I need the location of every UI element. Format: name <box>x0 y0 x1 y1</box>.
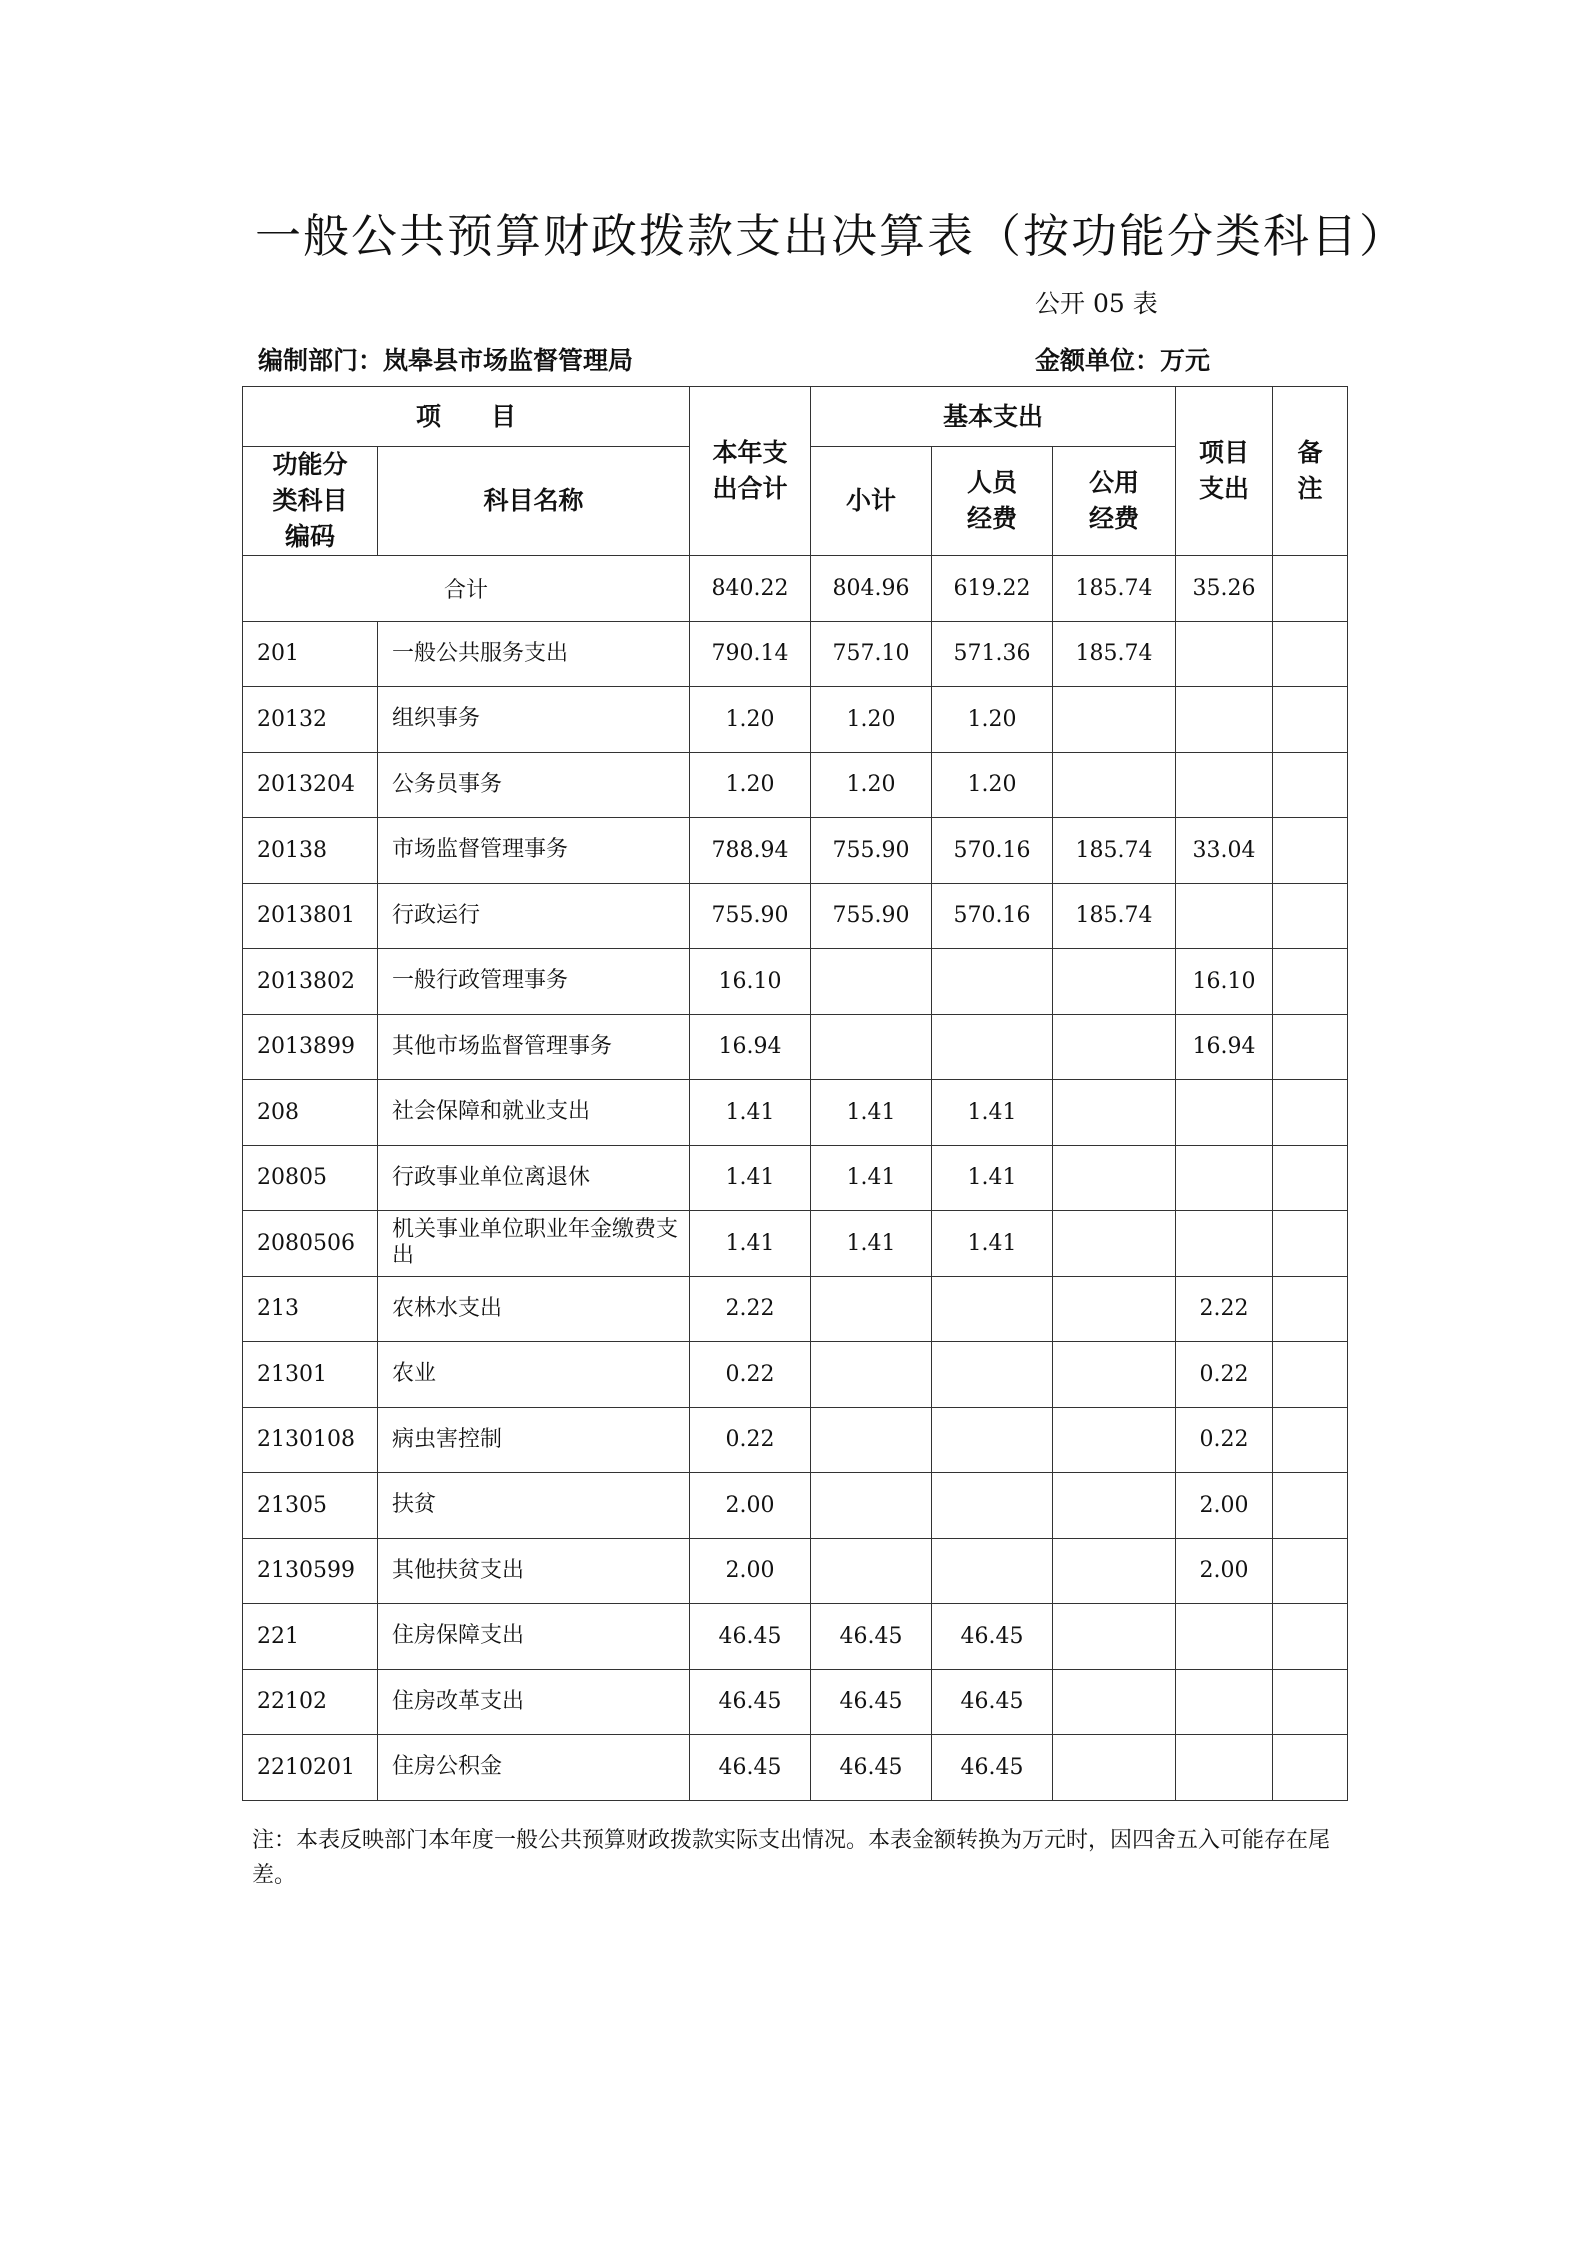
row-personnel: 571.36 <box>932 621 1053 687</box>
row-total: 0.22 <box>690 1407 811 1473</box>
row-subtotal <box>811 1342 932 1408</box>
row-total: 1.20 <box>690 752 811 818</box>
row-code: 213 <box>243 1276 378 1342</box>
row-name: 市场监督管理事务 <box>378 818 690 884</box>
table-row <box>243 1080 1348 1146</box>
row-project: 33.04 <box>1176 818 1273 884</box>
row-public <box>1053 1276 1176 1342</box>
table-row <box>243 1342 1348 1408</box>
row-public <box>1053 1342 1176 1408</box>
row-personnel: 1.41 <box>932 1145 1053 1211</box>
row-project <box>1176 1080 1273 1146</box>
header-personnel-text: 人员经费 <box>967 468 1018 533</box>
table-row <box>243 818 1348 884</box>
row-personnel <box>932 1407 1053 1473</box>
total-amount: 840.22 <box>690 556 811 622</box>
row-code: 2080506 <box>243 1211 378 1277</box>
row-project: 16.94 <box>1176 1014 1273 1080</box>
total-project: 35.26 <box>1176 556 1273 622</box>
row-subtotal <box>811 1276 932 1342</box>
row-remark <box>1273 1669 1348 1735</box>
header-basic: 基本支出 <box>811 387 1176 447</box>
row-name: 一般行政管理事务 <box>378 949 690 1015</box>
row-total: 1.41 <box>690 1145 811 1211</box>
row-name: 公务员事务 <box>378 752 690 818</box>
form-number: 公开 05 表 <box>1035 289 1158 318</box>
row-personnel: 46.45 <box>932 1735 1053 1801</box>
row-total: 1.41 <box>690 1211 811 1277</box>
row-name: 住房公积金 <box>378 1735 690 1801</box>
table-row <box>243 621 1348 687</box>
row-code: 21301 <box>243 1342 378 1408</box>
row-remark <box>1273 1080 1348 1146</box>
row-code: 2013204 <box>243 752 378 818</box>
row-personnel <box>932 1342 1053 1408</box>
header-total <box>690 387 811 556</box>
header-subtotal: 小计 <box>811 447 932 556</box>
row-total: 755.90 <box>690 883 811 949</box>
row-remark <box>1273 621 1348 687</box>
total-subtotal: 804.96 <box>811 556 932 622</box>
row-code: 201 <box>243 621 378 687</box>
row-subtotal: 1.41 <box>811 1080 932 1146</box>
row-remark <box>1273 1473 1348 1539</box>
footnote: 注：本表反映部门本年度一般公共预算财政拨款实际支出情况。本表金额转换为万元时，因四舍五入可能存在尾差。 <box>252 1827 1331 1887</box>
row-code: 20805 <box>243 1145 378 1211</box>
row-code: 2013801 <box>243 883 378 949</box>
row-code: 20138 <box>243 818 378 884</box>
row-public <box>1053 1473 1176 1539</box>
row-public <box>1053 1211 1176 1277</box>
row-code: 2130599 <box>243 1538 378 1604</box>
row-public <box>1053 1604 1176 1670</box>
total-remark <box>1273 556 1348 622</box>
table-row <box>243 883 1348 949</box>
row-subtotal: 755.90 <box>811 818 932 884</box>
row-personnel <box>932 1538 1053 1604</box>
row-project: 0.22 <box>1176 1342 1273 1408</box>
row-public <box>1053 1735 1176 1801</box>
row-name: 机关事业单位职业年金缴费支出 <box>378 1211 690 1277</box>
row-code: 2130108 <box>243 1407 378 1473</box>
row-public <box>1053 687 1176 753</box>
row-total: 1.41 <box>690 1080 811 1146</box>
row-total: 2.22 <box>690 1276 811 1342</box>
row-total: 790.14 <box>690 621 811 687</box>
row-project <box>1176 752 1273 818</box>
table-row <box>243 1735 1348 1801</box>
row-remark <box>1273 687 1348 753</box>
row-personnel <box>932 1473 1053 1539</box>
table-row <box>243 1407 1348 1473</box>
table-row <box>243 1145 1348 1211</box>
row-project <box>1176 621 1273 687</box>
row-subtotal: 46.45 <box>811 1604 932 1670</box>
row-subtotal: 755.90 <box>811 883 932 949</box>
row-project: 16.10 <box>1176 949 1273 1015</box>
row-code: 2013802 <box>243 949 378 1015</box>
row-project <box>1176 1211 1273 1277</box>
row-remark <box>1273 1014 1348 1080</box>
row-project <box>1176 1669 1273 1735</box>
row-public: 185.74 <box>1053 883 1176 949</box>
row-public <box>1053 1014 1176 1080</box>
table-row <box>243 752 1348 818</box>
row-public <box>1053 1407 1176 1473</box>
row-public: 185.74 <box>1053 818 1176 884</box>
row-code: 21305 <box>243 1473 378 1539</box>
row-remark <box>1273 883 1348 949</box>
table-row <box>243 949 1348 1015</box>
row-name: 行政运行 <box>378 883 690 949</box>
row-total: 0.22 <box>690 1342 811 1408</box>
table-row <box>243 1538 1348 1604</box>
header-remark <box>1273 387 1348 556</box>
row-subtotal: 1.20 <box>811 752 932 818</box>
row-subtotal <box>811 1407 932 1473</box>
row-project: 2.00 <box>1176 1538 1273 1604</box>
row-subtotal: 1.41 <box>811 1211 932 1277</box>
row-public <box>1053 1080 1176 1146</box>
row-public <box>1053 1538 1176 1604</box>
row-subtotal: 1.41 <box>811 1145 932 1211</box>
row-public <box>1053 1669 1176 1735</box>
department-label: 编制部门：岚皋县市场监督管理局 <box>258 346 634 375</box>
row-code: 22102 <box>243 1669 378 1735</box>
row-subtotal <box>811 949 932 1015</box>
row-personnel: 1.41 <box>932 1211 1053 1277</box>
row-subtotal: 46.45 <box>811 1669 932 1735</box>
row-subtotal: 46.45 <box>811 1735 932 1801</box>
row-total: 2.00 <box>690 1473 811 1539</box>
row-project <box>1176 883 1273 949</box>
row-personnel: 1.20 <box>932 752 1053 818</box>
row-code: 2013899 <box>243 1014 378 1080</box>
total-personnel: 619.22 <box>932 556 1053 622</box>
header-total-text: 本年支出合计 <box>712 438 788 503</box>
row-name: 住房改革支出 <box>378 1669 690 1735</box>
total-label: 合计 <box>243 556 690 622</box>
row-personnel: 570.16 <box>932 818 1053 884</box>
table-row <box>243 1211 1348 1277</box>
row-total: 2.00 <box>690 1538 811 1604</box>
row-total: 46.45 <box>690 1604 811 1670</box>
row-remark <box>1273 1211 1348 1277</box>
row-project: 2.00 <box>1176 1473 1273 1539</box>
row-total: 46.45 <box>690 1735 811 1801</box>
row-name: 扶贫 <box>378 1473 690 1539</box>
row-subtotal: 1.20 <box>811 687 932 753</box>
row-remark <box>1273 752 1348 818</box>
row-personnel: 46.45 <box>932 1669 1053 1735</box>
row-remark <box>1273 818 1348 884</box>
header-project: 项 目 <box>243 387 690 447</box>
row-personnel: 1.41 <box>932 1080 1053 1146</box>
row-name: 行政事业单位离退休 <box>378 1145 690 1211</box>
row-personnel: 1.20 <box>932 687 1053 753</box>
total-public: 185.74 <box>1053 556 1176 622</box>
row-subtotal <box>811 1014 932 1080</box>
total-row <box>243 556 1348 622</box>
header-name: 科目名称 <box>378 447 690 556</box>
table-row <box>243 1669 1348 1735</box>
row-code: 2210201 <box>243 1735 378 1801</box>
row-project <box>1176 687 1273 753</box>
row-remark <box>1273 1145 1348 1211</box>
header-project-exp-text: 项目支出 <box>1199 438 1250 503</box>
header-public <box>1053 447 1176 556</box>
row-personnel <box>932 1014 1053 1080</box>
budget-table <box>242 386 1348 1801</box>
row-remark <box>1273 949 1348 1015</box>
row-name: 其他扶贫支出 <box>378 1538 690 1604</box>
row-subtotal <box>811 1538 932 1604</box>
row-remark <box>1273 1276 1348 1342</box>
row-remark <box>1273 1342 1348 1408</box>
row-total: 16.94 <box>690 1014 811 1080</box>
row-name: 组织事务 <box>378 687 690 753</box>
row-name: 一般公共服务支出 <box>378 621 690 687</box>
row-public: 185.74 <box>1053 621 1176 687</box>
table-row <box>243 1473 1348 1539</box>
row-personnel <box>932 1276 1053 1342</box>
header-public-text: 公用经费 <box>1089 468 1140 533</box>
row-name: 住房保障支出 <box>378 1604 690 1670</box>
row-total: 788.94 <box>690 818 811 884</box>
table-row <box>243 1014 1348 1080</box>
row-personnel <box>932 949 1053 1015</box>
row-total: 46.45 <box>690 1669 811 1735</box>
row-remark <box>1273 1538 1348 1604</box>
table-row <box>243 687 1348 753</box>
row-public <box>1053 949 1176 1015</box>
row-name: 农林水支出 <box>378 1276 690 1342</box>
header-project-exp <box>1176 387 1273 556</box>
row-project <box>1176 1145 1273 1211</box>
row-remark <box>1273 1735 1348 1801</box>
header-personnel <box>932 447 1053 556</box>
row-project: 0.22 <box>1176 1407 1273 1473</box>
row-name: 病虫害控制 <box>378 1407 690 1473</box>
row-project: 2.22 <box>1176 1276 1273 1342</box>
header-remark-text: 备注 <box>1297 438 1323 503</box>
row-project <box>1176 1735 1273 1801</box>
row-personnel: 46.45 <box>932 1604 1053 1670</box>
table-row <box>243 1276 1348 1342</box>
row-code: 208 <box>243 1080 378 1146</box>
row-project <box>1176 1604 1273 1670</box>
row-personnel: 570.16 <box>932 883 1053 949</box>
row-name: 农业 <box>378 1342 690 1408</box>
row-subtotal <box>811 1473 932 1539</box>
page-title: 一般公共预算财政拨款支出决算表（按功能分类科目） <box>255 209 1407 263</box>
table-row <box>243 1604 1348 1670</box>
row-public <box>1053 1145 1176 1211</box>
row-public <box>1053 752 1176 818</box>
unit-label: 金额单位：万元 <box>1035 346 1211 375</box>
row-total: 16.10 <box>690 949 811 1015</box>
row-name: 其他市场监督管理事务 <box>378 1014 690 1080</box>
row-subtotal: 757.10 <box>811 621 932 687</box>
row-total: 1.20 <box>690 687 811 753</box>
row-remark <box>1273 1407 1348 1473</box>
row-code: 20132 <box>243 687 378 753</box>
header-code <box>243 447 378 556</box>
row-code: 221 <box>243 1604 378 1670</box>
header-code-text: 功能分类科目编码 <box>272 450 348 551</box>
row-name: 社会保障和就业支出 <box>378 1080 690 1146</box>
row-remark <box>1273 1604 1348 1670</box>
